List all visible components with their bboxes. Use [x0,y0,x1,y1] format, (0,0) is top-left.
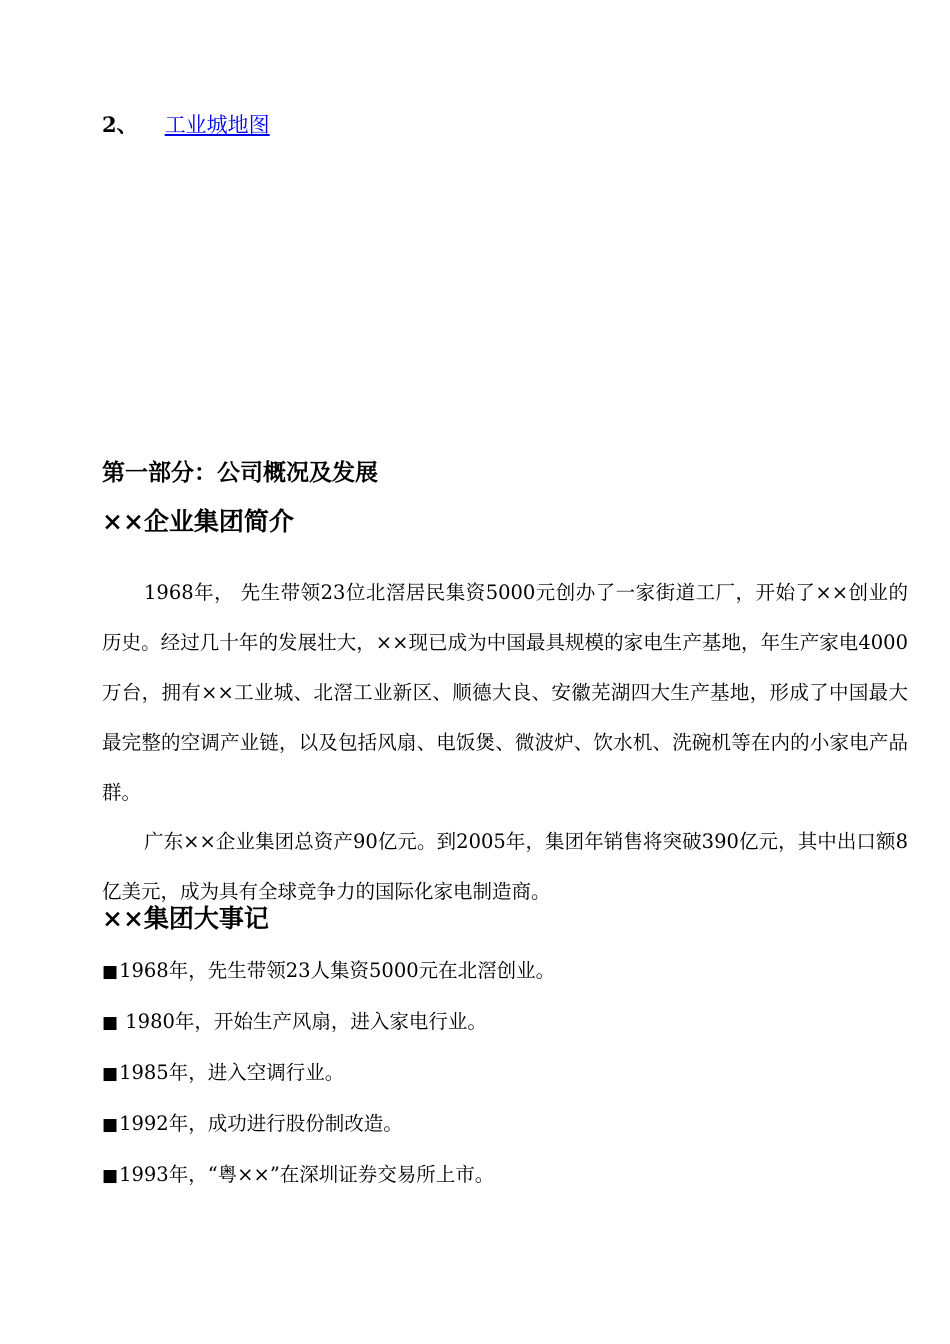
square-bullet-icon: ■ [102,1166,119,1186]
list-item [102,1048,908,1099]
event-text: 1968年，先生带领23人集资5000元在北滘创业。 [119,959,556,982]
list-item [102,1099,908,1150]
intro-heading: ××企业集团简介 [102,507,294,536]
industrial-city-map-link[interactable]: 工业城地图 [164,113,270,137]
square-bullet-icon: ■ [102,1064,119,1084]
events-heading: ××集团大事记 [102,904,269,933]
square-bullet-icon: ■ [102,1115,119,1135]
list-item [102,997,908,1048]
list-item [102,946,908,997]
event-text: 1992年，成功进行股份制改造。 [119,1112,403,1135]
intro-paragraph: 1968年， 先生带领23位北滘居民集资5000元创办了一家街道工厂，开始了××创业的历史。经过几十年的发展壮大，××现已成为中国最具规模的家电生产基地，年生产家电4000万台，拥有××工业城、北滘工业新区、顺德大良、安徽芜湖四大生产基地，形成了中国最大最完整的空调产业链，以及包括风扇、电饭煲、微波炉、饮水机、洗碗机等在内的小家电产品群。 [102,580,908,804]
part-title: 第一部分：公司概况及发展 [102,459,378,486]
events-list [102,946,908,1201]
square-bullet-icon: ■ [102,962,119,982]
square-bullet-icon: ■ [102,1013,119,1033]
toc-entry [102,110,270,140]
intro-paragraph: 广东××企业集团总资产90亿元。到2005年，集团年销售将突破390亿元，其中出口额8亿美元，成为具有全球竞争力的国际化家电制造商。 [102,829,908,903]
event-text: 1985年，进入空调行业。 [119,1061,345,1084]
list-item [102,1150,908,1201]
toc-number: 2、 [102,112,138,137]
event-text: 1993年，“粤××”在深圳证券交易所上市。 [119,1163,495,1186]
event-text: 1980年，开始生产风扇，进入家电行业。 [119,1010,487,1033]
